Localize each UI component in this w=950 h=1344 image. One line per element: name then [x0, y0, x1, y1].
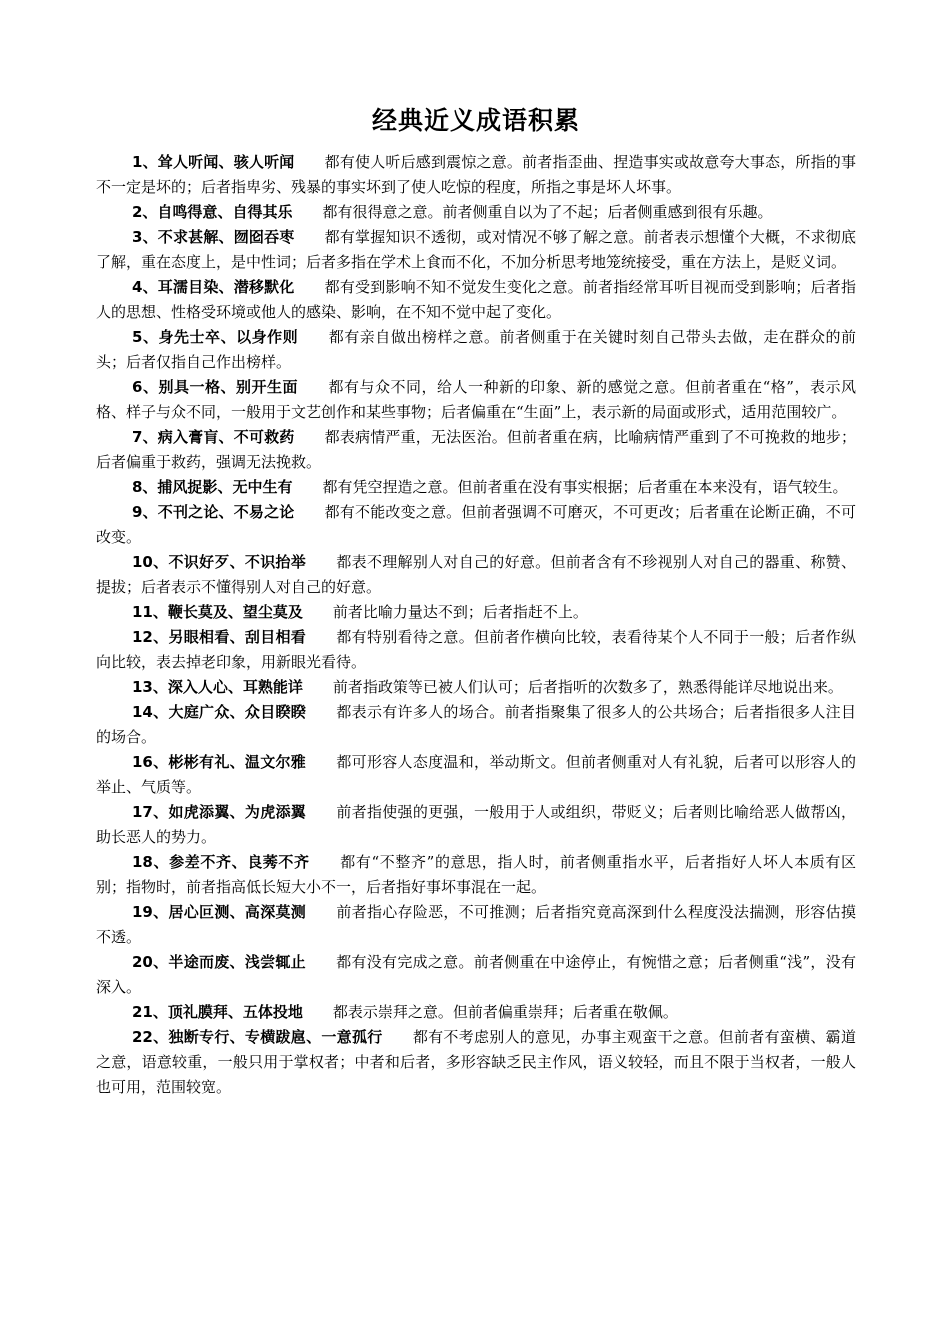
- idiom-pair-heading: 19、居心叵测、高深莫测: [132, 903, 307, 921]
- idiom-entry: [96, 600, 856, 625]
- idiom-entry: [96, 675, 856, 700]
- idiom-pair-heading: 2、自鸣得意、自得其乐: [132, 203, 293, 221]
- idiom-entry: [96, 950, 856, 1000]
- idiom-entry: [96, 475, 856, 500]
- idiom-explanation: 都有掌握知识不透彻，或对情况不够了解之意。前者表示想懂个大概，不求彻底了解，重在态度上，是中性词；后者多指在学术上食而不化，不加分析思考地笼统接受，重在方法上，是贬义词。: [96, 228, 856, 271]
- idiom-explanation: 都有不考虑别人的意见，办事主观蛮干之意。但前者有蛮横、霸道之意，语意较重，一般只用于掌权者；中者和后者，多形容缺乏民主作风，语义较轻，而且不限于当权者，一般人也可用，范围较宽。: [96, 1028, 856, 1096]
- idiom-explanation: 前者指使强的更强，一般用于人或组织，带贬义；后者则比喻给恶人做帮凶，助长恶人的势力。: [96, 803, 856, 846]
- idiom-entry: [96, 900, 856, 950]
- idiom-entry: [96, 800, 856, 850]
- idiom-pair-heading: 14、大庭广众、众目睽睽: [132, 703, 307, 721]
- idiom-explanation: 都有特别看待之意。但前者作横向比较，表看待某个人不同于一般；后者作纵向比较，表去掉老印象，用新眼光看待。: [96, 628, 856, 671]
- idiom-explanation: 都有凭空捏造之意。但前者重在没有事实根据；后者重在本来没有，语气较生。: [322, 478, 848, 496]
- idiom-pair-heading: 17、如虎添翼、为虎添翼: [132, 803, 307, 821]
- idiom-pair-heading: 16、彬彬有礼、温文尔雅: [132, 753, 307, 771]
- idiom-pair-heading: 21、顶礼膜拜、五体投地: [132, 1003, 303, 1021]
- idiom-pair-heading: 11、鞭长莫及、望尘莫及: [132, 603, 303, 621]
- idiom-entry: [96, 425, 856, 475]
- idiom-explanation: 都表病情严重，无法医治。但前者重在病，比喻病情严重到了不可挽救的地步；后者偏重于救药，强调无法挽救。: [96, 428, 856, 471]
- idiom-entry: [96, 375, 856, 425]
- idiom-explanation: 都表示崇拜之意。但前者偏重崇拜；后者重在敬佩。: [332, 1003, 678, 1021]
- idiom-entry: [96, 850, 856, 900]
- idiom-entry: [96, 225, 856, 275]
- idiom-explanation: 都有使人听后感到震惊之意。前者指歪曲、捏造事实或故意夸大事态，所指的事不一定是坏的；后者指卑劣、残暴的事实坏到了使人吃惊的程度，所指之事是坏人坏事。: [96, 153, 856, 196]
- idiom-pair-heading: 22、独断专行、专横跋扈、一意孤行: [132, 1028, 383, 1046]
- idiom-pair-heading: 8、捕风捉影、无中生有: [132, 478, 293, 496]
- idiom-entry: [96, 1025, 856, 1100]
- idiom-explanation: 都有没有完成之意。前者侧重在中途停止，有惋惜之意；后者侧重“浅”，没有深入。: [96, 953, 856, 996]
- idiom-explanation: 都有亲自做出榜样之意。前者侧重于在关键时刻自己带头去做，走在群众的前头；后者仅指自己作出榜样。: [96, 328, 856, 371]
- idiom-pair-heading: 10、不识好歹、不识抬举: [132, 553, 307, 571]
- idiom-pair-heading: 1、耸人听闻、骇人听闻: [132, 153, 295, 171]
- idiom-pair-heading: 6、别具一格、别开生面: [132, 378, 298, 396]
- idiom-pair-heading: 4、耳濡目染、潜移默化: [132, 278, 295, 296]
- idiom-entry: [96, 550, 856, 600]
- idiom-pair-heading: 9、不刊之论、不易之论: [132, 503, 295, 521]
- idiom-entry: [96, 750, 856, 800]
- idiom-entry: [96, 500, 856, 550]
- idiom-pair-heading: 20、半途而废、浅尝辄止: [132, 953, 306, 971]
- idiom-pair-heading: 13、深入人心、耳熟能详: [132, 678, 303, 696]
- idiom-explanation: 都有受到影响不知不觉发生变化之意。前者指经常耳听目视而受到影响；后者指人的思想、性格受环境或他人的感染、影响，在不知不觉中起了变化。: [96, 278, 856, 321]
- idiom-explanation: 都表示有许多人的场合。前者指聚集了很多人的公共场合；后者指很多人注目的场合。: [96, 703, 856, 746]
- idiom-list: [96, 150, 856, 1100]
- page-title: 经典近义成语积累: [371, 106, 580, 135]
- idiom-entry: [96, 200, 856, 225]
- idiom-entry: [96, 700, 856, 750]
- idiom-entry: [96, 325, 856, 375]
- idiom-entry: [96, 150, 856, 200]
- idiom-entry: [96, 275, 856, 325]
- idiom-explanation: 都可形容人态度温和，举动斯文。但前者侧重对人有礼貌，后者可以形容人的举止、气质等。: [96, 753, 856, 796]
- idiom-explanation: 都表不理解别人对自己的好意。但前者含有不珍视别人对自己的器重、称赞、提拔；后者表示不懂得别人对自己的好意。: [96, 553, 856, 596]
- idiom-pair-heading: 18、参差不齐、良莠不齐: [132, 853, 310, 871]
- idiom-pair-heading: 3、不求甚解、囫囵吞枣: [132, 228, 295, 246]
- idiom-pair-heading: 7、病入膏肓、不可救药: [132, 428, 295, 446]
- idiom-explanation: 前者指政策等已被人们认可；后者指听的次数多了，熟悉得能详尽地说出来。: [332, 678, 843, 696]
- idiom-pair-heading: 12、另眼相看、刮目相看: [132, 628, 307, 646]
- idiom-explanation: 前者指心存险恶，不可推测；后者指究竟高深到什么程度没法揣测，形容估摸不透。: [96, 903, 856, 946]
- idiom-pair-heading: 5、身先士卒、以身作则: [132, 328, 299, 346]
- idiom-entry: [96, 625, 856, 675]
- idiom-explanation: 都有不能改变之意。但前者强调不可磨灭，不可更改；后者重在论断正确，不可改变。: [96, 503, 856, 546]
- idiom-entry: [96, 1000, 856, 1025]
- idiom-explanation: 都有与众不同，给人一种新的印象、新的感觉之意。但前者重在“格”，表示风格、样子与众不同，一般用于文艺创作和某些事物；后者偏重在“生面”上，表示新的局面或形式，适用范围较广。: [96, 378, 856, 421]
- idiom-explanation: 都有“不整齐”的意思，指人时，前者侧重指水平，后者指好人坏人本质有区别；指物时，前者指高低长短大小不一，后者指好事坏事混在一起。: [96, 853, 856, 896]
- idiom-explanation: 前者比喻力量达不到；后者指赶不上。: [332, 603, 588, 621]
- idiom-explanation: 都有很得意之意。前者侧重自以为了不起；后者侧重感到很有乐趣。: [322, 203, 773, 221]
